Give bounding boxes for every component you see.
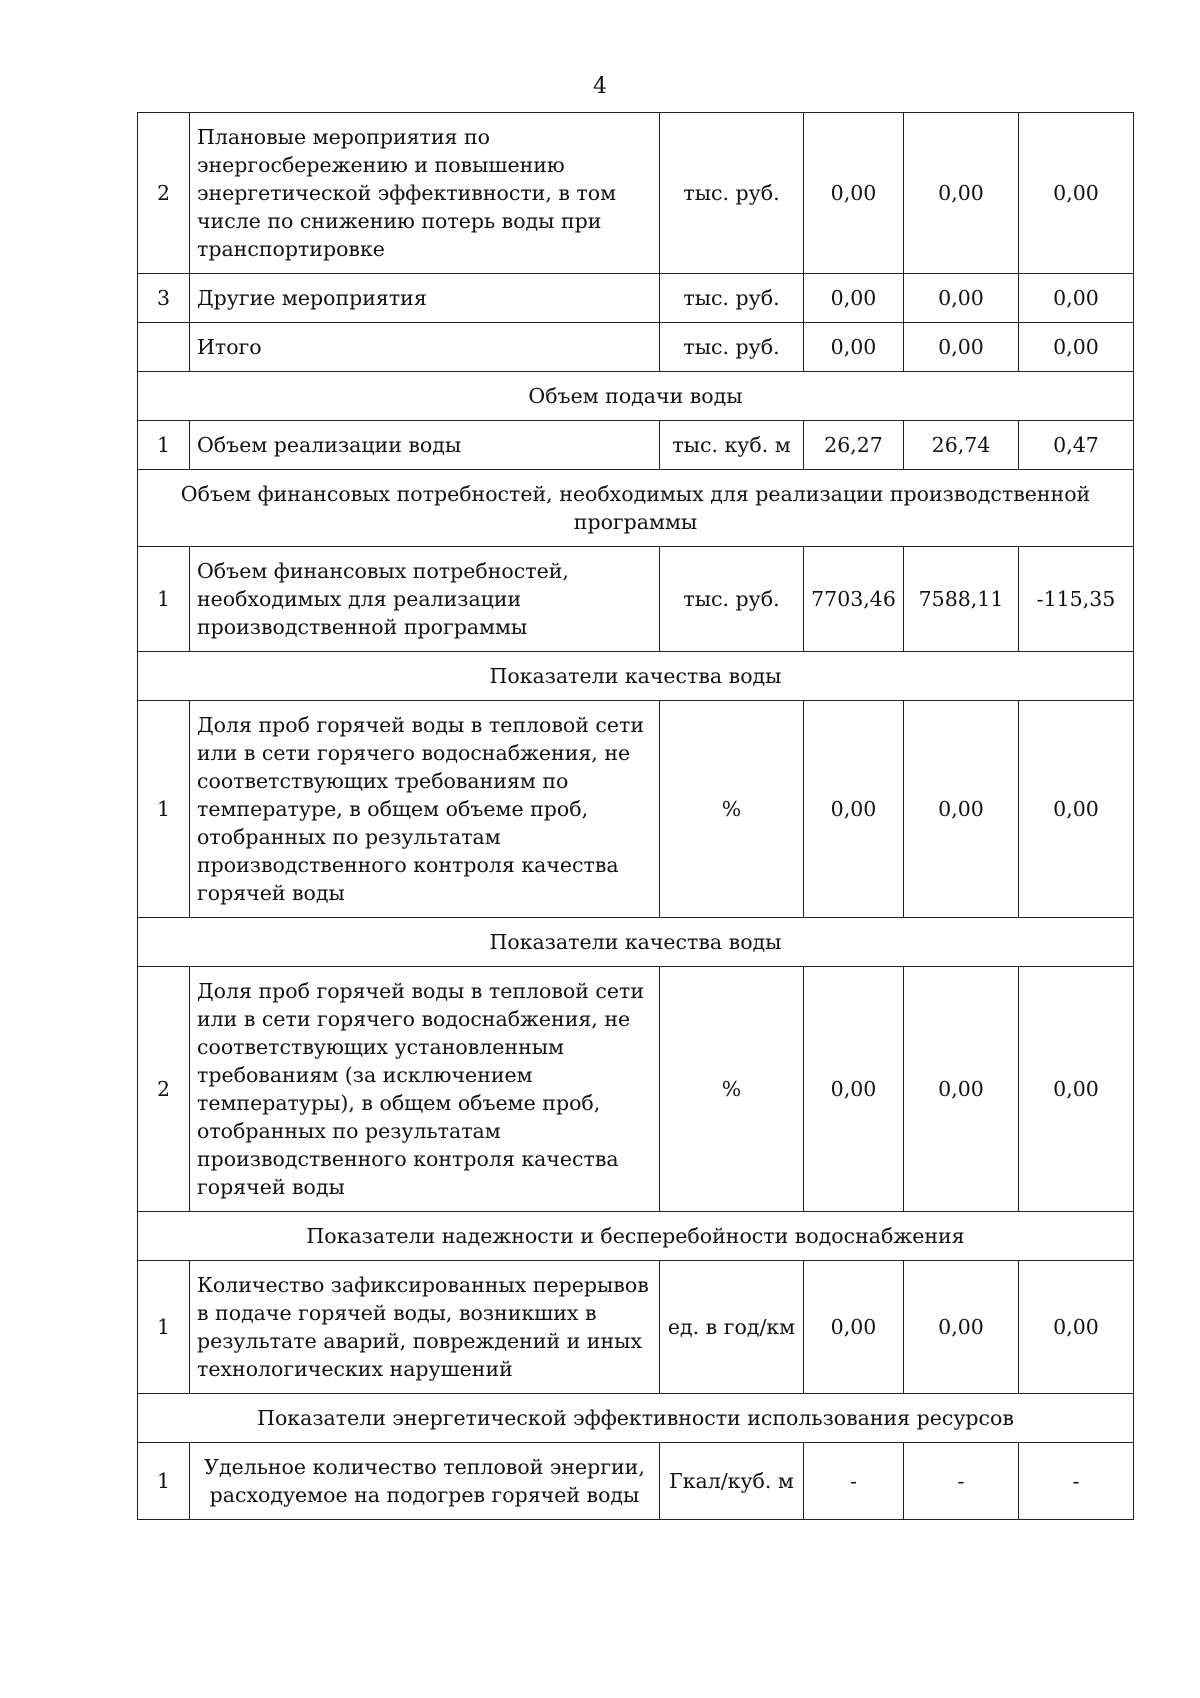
- value-cell: 7588,11: [904, 547, 1019, 652]
- value-cell: 0,00: [904, 967, 1019, 1212]
- indicator-name: Объем реализации воды: [190, 421, 660, 470]
- section-header-row: [138, 1394, 1134, 1443]
- indicator-name: Другие мероприятия: [190, 274, 660, 323]
- value-cell: 0,00: [804, 1261, 904, 1394]
- section-header-row: [138, 470, 1134, 547]
- indicator-name: Плановые мероприятия по энергосбережению и повышению энергетической эффективности, в том числе по снижению потерь воды при транспортировке: [190, 113, 660, 274]
- value-cell: 0,00: [804, 113, 904, 274]
- value-cell: 0,00: [804, 323, 904, 372]
- table-row: [138, 967, 1134, 1212]
- value-cell: 0,00: [904, 323, 1019, 372]
- row-number: 1: [138, 421, 190, 470]
- unit-of-measure: тыс. руб.: [660, 547, 804, 652]
- unit-of-measure: тыс. руб.: [660, 113, 804, 274]
- page-number: 4: [593, 74, 607, 99]
- row-number: [138, 323, 190, 372]
- value-cell: 0,00: [904, 113, 1019, 274]
- row-number: 2: [138, 967, 190, 1212]
- value-cell: -: [1019, 1443, 1134, 1520]
- value-cell: 0,00: [1019, 967, 1134, 1212]
- indicator-name: Доля проб горячей воды в тепловой сети или в сети горячего водоснабжения, не соответствующих требованиям по температуре, в общем объеме проб, отобранных по результатам производственного контроля качества горячей воды: [190, 701, 660, 918]
- unit-of-measure: %: [660, 701, 804, 918]
- row-number: 1: [138, 547, 190, 652]
- value-cell: 0,00: [904, 1261, 1019, 1394]
- section-title: Показатели качества воды: [138, 918, 1134, 967]
- indicator-name: Удельное количество тепловой энергии, расходуемое на подогрев горячей воды: [190, 1443, 660, 1520]
- value-cell: 0,00: [1019, 274, 1134, 323]
- table-row: [138, 1261, 1134, 1394]
- table-row: [138, 547, 1134, 652]
- row-number: 3: [138, 274, 190, 323]
- unit-of-measure: тыс. руб.: [660, 323, 804, 372]
- row-number: 1: [138, 1443, 190, 1520]
- row-number: 1: [138, 701, 190, 918]
- value-cell: -: [904, 1443, 1019, 1520]
- row-number: 1: [138, 1261, 190, 1394]
- value-cell: 0,00: [804, 967, 904, 1212]
- value-cell: 7703,46: [804, 547, 904, 652]
- table-row: [138, 701, 1134, 918]
- unit-of-measure: тыс. куб. м: [660, 421, 804, 470]
- value-cell: 0,00: [904, 274, 1019, 323]
- value-cell: -: [804, 1443, 904, 1520]
- indicator-name: Количество зафиксированных перерывов в подаче горячей воды, возникших в результате аварий, повреждений и иных технологических нарушений: [190, 1261, 660, 1394]
- table-row: [138, 1443, 1134, 1520]
- value-cell: 26,74: [904, 421, 1019, 470]
- section-header-row: [138, 652, 1134, 701]
- table-row: [138, 113, 1134, 274]
- unit-of-measure: %: [660, 967, 804, 1212]
- program-indicators-table: [137, 112, 1134, 1520]
- indicator-name: Итого: [190, 323, 660, 372]
- value-cell: 0,00: [804, 701, 904, 918]
- section-header-row: [138, 1212, 1134, 1261]
- section-title: Показатели надежности и бесперебойности водоснабжения: [138, 1212, 1134, 1261]
- value-cell: 0,00: [804, 274, 904, 323]
- value-cell: 0,00: [1019, 113, 1134, 274]
- value-cell: 0,00: [1019, 323, 1134, 372]
- value-cell: -115,35: [1019, 547, 1134, 652]
- row-number: 2: [138, 113, 190, 274]
- value-cell: 0,00: [1019, 1261, 1134, 1394]
- section-header-row: [138, 372, 1134, 421]
- section-title: Показатели качества воды: [138, 652, 1134, 701]
- value-cell: 26,27: [804, 421, 904, 470]
- value-cell: 0,00: [1019, 701, 1134, 918]
- section-header-row: [138, 918, 1134, 967]
- table-row: [138, 323, 1134, 372]
- section-title: Объем финансовых потребностей, необходимых для реализации производственной программы: [138, 470, 1134, 547]
- indicator-name: Объем финансовых потребностей, необходимых для реализации производственной программы: [190, 547, 660, 652]
- table-body: [138, 113, 1134, 1520]
- table-row: [138, 274, 1134, 323]
- unit-of-measure: Гкал/куб. м: [660, 1443, 804, 1520]
- value-cell: 0,47: [1019, 421, 1134, 470]
- unit-of-measure: тыс. руб.: [660, 274, 804, 323]
- indicator-name: Доля проб горячей воды в тепловой сети или в сети горячего водоснабжения, не соответствующих установленным требованиям (за исключением температуры), в общем объеме проб, отобранных по результатам производственного контроля качества горячей воды: [190, 967, 660, 1212]
- table-row: [138, 421, 1134, 470]
- value-cell: 0,00: [904, 701, 1019, 918]
- unit-of-measure: ед. в год/км: [660, 1261, 804, 1394]
- section-title: Объем подачи воды: [138, 372, 1134, 421]
- section-title: Показатели энергетической эффективности использования ресурсов: [138, 1394, 1134, 1443]
